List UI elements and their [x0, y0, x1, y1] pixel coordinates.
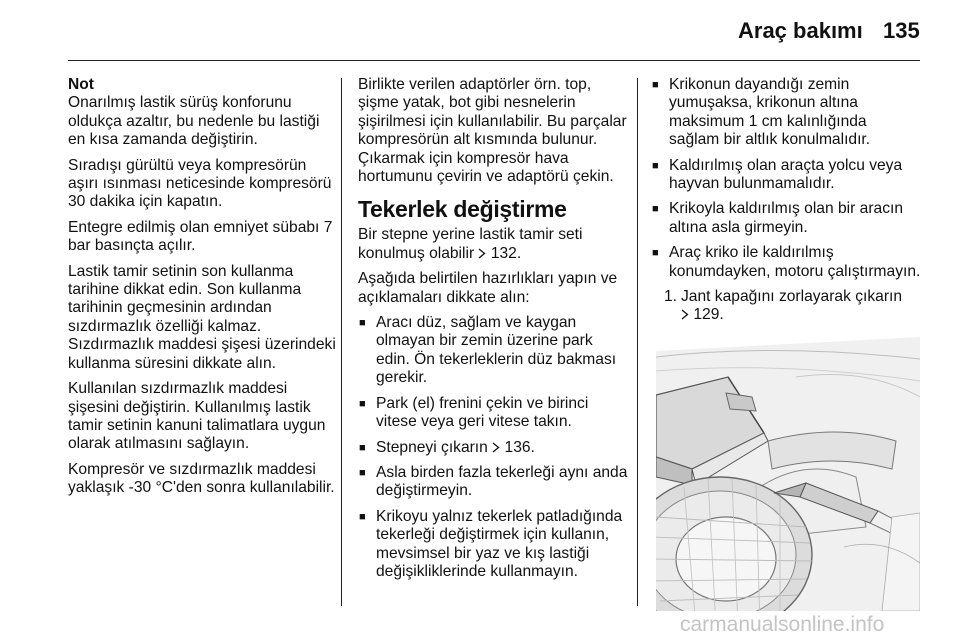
column-divider-1 [341, 78, 342, 606]
paragraph-text: Bir stepne yerine lastik tamir seti konulmuş olabilir [358, 226, 583, 262]
list-item-text: Kaldırılmış olan araçta yolcu veya hayvan bulunmamalıdır. [669, 156, 903, 193]
bullet-list [651, 76, 921, 281]
list-item [358, 464, 628, 501]
paragraph: Entegre edilmiş olan emniyet sübabı 7 bar basınçta açılır. [68, 218, 333, 255]
header-rule [68, 60, 920, 61]
paragraph: Aşağıda belirtilen hazırlıkları yapın ve açıklamaları dikkate alın: [358, 270, 618, 306]
step-list [651, 288, 921, 325]
page-reference: 132. [490, 244, 522, 262]
arrow-ref-icon [492, 442, 500, 453]
section-heading: Tekerlek değiştirme [358, 196, 567, 223]
list-item [651, 157, 921, 194]
column-divider-2 [637, 78, 638, 606]
arrow-ref-icon [681, 309, 689, 320]
paragraph [358, 226, 628, 263]
page-number: 135 [883, 18, 920, 43]
list-item-text: Stepneyi çıkarın [376, 438, 488, 456]
page-reference-link[interactable] [478, 245, 521, 262]
page-reference-link[interactable] [681, 306, 724, 323]
paragraph: Birlikte verilen adaptörler örn. top, şişme yatak, bot gibi nesnelerin şişirilmesi için kullanılabilir. Bu parçalar kompresörün alt kısmında bulunur. Çıkarmak için kompresör hava hortumunu çevirin ve adaptörü çekin. [358, 76, 627, 186]
list-item-text: Park (el) frenini çekin ve birinci vitese veya geri vitese takın. [376, 394, 589, 431]
paragraph: Sıradışı gürültü veya kompresörün aşırı ısınması neticesinde kompresörü 30 dakika için kapatın. [68, 156, 332, 211]
list-item-text: Aracı düz, sağlam ve kaygan olmayan bir zemin üzerine park edin. Ön tekerleklerin düz bakması gerekir. [376, 314, 617, 387]
wheel-cover-illustration-art [656, 337, 920, 611]
list-item-text: Krikonun dayandığı zemin yumuşaksa, krikonun altına maksimum 1 cm kalınlığında sağlam bir altlık konulmalıdır. [669, 76, 871, 149]
list-item [358, 508, 628, 582]
page-header-title: Araç bakımı [738, 18, 863, 43]
note-text: Onarılmış lastik sürüş konforunu oldukça azaltır, bu nedenle bu lastiği en kısa zamanda değiştirin. [68, 94, 320, 149]
page-reference: 136. [504, 438, 535, 456]
column-3 [651, 76, 921, 332]
paragraph: Kullanılan sızdırmazlık maddesi şişesini değiştirin. Kullanılmış lastik tamir setinin kanuni talimatlara uygun olarak atılmasını sağlayın. [68, 380, 326, 453]
list-item [651, 244, 921, 281]
column-2 [358, 76, 628, 588]
step-number: 1. [664, 288, 678, 306]
list-item [358, 439, 628, 457]
list-item-text: Krikoyla kaldırılmış olan bir aracın altına asla girmeyin. [669, 200, 903, 236]
column-1 [68, 76, 338, 505]
list-item-text: Krikoyu yalnız tekerlek patladığında tekerleği değiştirmek için kullanın, mevsimsel bir yaz ve kış lastiği değişikliklerinde kullanmayın. [376, 507, 623, 580]
bullet-list [358, 314, 628, 581]
note-block [68, 76, 338, 150]
arrow-ref-icon [478, 248, 486, 259]
list-item [358, 314, 628, 388]
wheel-cover-removal-illustration [656, 337, 920, 611]
list-item [358, 395, 628, 432]
paragraph: Kompresör ve sızdırmazlık maddesi yaklaşık -30 °C'den sonra kullanılabilir. [68, 460, 335, 497]
list-item [651, 76, 921, 150]
page-reference-link[interactable] [492, 439, 535, 456]
paragraph-line: Lastik tamir setinin son kullanma tarihine dikkat edin. Son kullanma tarihinin geçmesinin ardından sızdırmazlık özelliği kalmaz. [68, 262, 302, 335]
step-text: Jant kapağını zorlayarak çıkarın [681, 288, 903, 306]
paragraph [68, 263, 338, 373]
list-item [651, 200, 921, 237]
watermark: carmanualsonline.info [680, 613, 885, 636]
step-item [651, 288, 921, 325]
page-reference: 129. [693, 306, 724, 324]
note-title: Not [68, 76, 94, 93]
paragraph-line: Sızdırmazlık maddesi şişesi üzerindeki kullanma süresini dikkate alın. [68, 336, 336, 372]
list-item-text: Asla birden fazla tekerleği aynı anda değiştirmeyin. [376, 463, 628, 500]
list-item-text: Araç kriko ile kaldırılmış konumdayken, motoru çalıştırmayın. [669, 244, 921, 280]
